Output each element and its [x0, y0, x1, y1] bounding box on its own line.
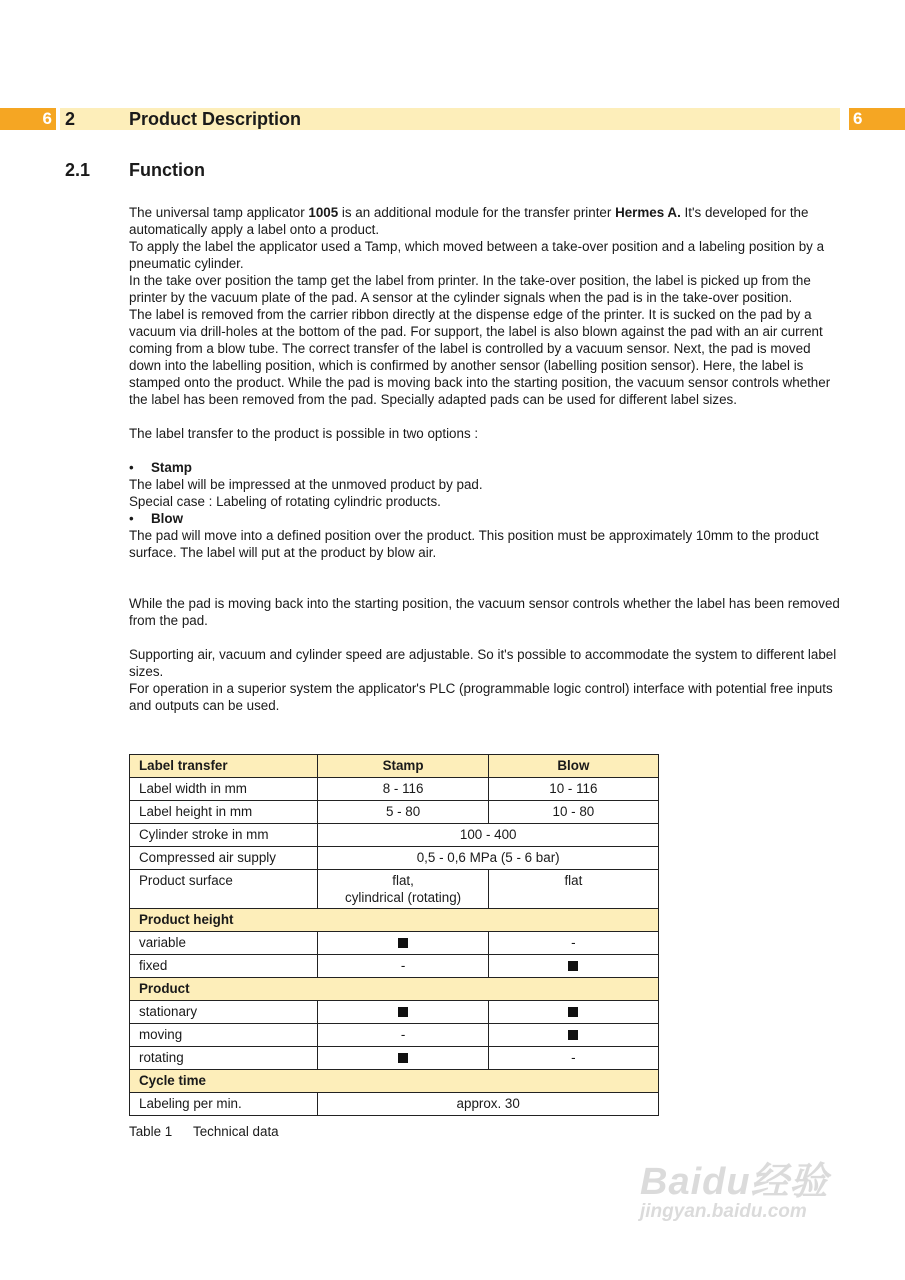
watermark-logo: Baidu经验 — [640, 1161, 829, 1203]
marker — [398, 938, 408, 948]
group-row — [130, 978, 659, 1001]
chapter-number: 2 — [65, 109, 76, 129]
table-row — [130, 1024, 659, 1047]
text-span: The universal tamp applicator — [129, 205, 309, 220]
bullet-label: Blow — [151, 511, 183, 526]
section-title: Function — [129, 160, 205, 180]
page-number-right: 6 — [849, 108, 905, 130]
table-row — [130, 824, 659, 847]
marker: - — [571, 1050, 576, 1065]
table-cell: 8 - 116 — [318, 778, 488, 801]
table-cell — [488, 1047, 658, 1070]
table-cell — [318, 1001, 488, 1024]
cell-line: cylindrical (rotating) — [345, 890, 462, 905]
group-row — [130, 909, 659, 932]
table-cell: 10 - 80 — [488, 801, 658, 824]
bullet-blow: • Blow — [129, 511, 183, 526]
marker — [568, 1007, 578, 1017]
page-number-left: 6 — [0, 108, 56, 130]
stamp-text-1: The label will be impressed at the unmoved product by pad. — [129, 477, 483, 492]
table-cell: Compressed air supply — [130, 847, 318, 870]
table-cell — [488, 1024, 658, 1047]
blow-text: The pad will move into a defined position over the product. This position must be approximately 10mm to the product surface. The label will put at the product by blow air. — [129, 528, 819, 560]
bullet-stamp: • Stamp — [129, 460, 192, 475]
table-cell: stationary — [130, 1001, 318, 1024]
intro-paragraph-1 — [129, 204, 844, 238]
table-cell: fixed — [130, 955, 318, 978]
cell-line: flat, — [392, 873, 414, 888]
table-row — [130, 1047, 659, 1070]
header-cell: Label transfer — [130, 755, 318, 778]
table-cell: approx. 30 — [318, 1093, 659, 1116]
caption-text: Technical data — [193, 1124, 279, 1139]
table-cell — [318, 1024, 488, 1047]
table-cell: 10 - 116 — [488, 778, 658, 801]
table-cell: Label height in mm — [130, 801, 318, 824]
table-row — [130, 932, 659, 955]
text-span: It's developed for the automatically apply a label onto a product. — [129, 205, 809, 237]
watermark — [640, 1150, 829, 1223]
table-row — [130, 1001, 659, 1024]
table-cell: Cylinder stroke in mm — [130, 824, 318, 847]
table-caption — [129, 1124, 279, 1139]
table-header-row — [130, 755, 659, 778]
table-cell: variable — [130, 932, 318, 955]
table-cell: 100 - 400 — [318, 824, 659, 847]
caption-label: Table 1 — [129, 1124, 173, 1139]
marker — [398, 1053, 408, 1063]
table-cell: rotating — [130, 1047, 318, 1070]
body-text — [129, 204, 844, 714]
header-cell: Blow — [488, 755, 658, 778]
marker — [398, 1007, 408, 1017]
table-row — [130, 1093, 659, 1116]
table-row — [130, 870, 659, 909]
watermark-url: jingyan.baidu.com — [640, 1201, 807, 1222]
bullet-label: Stamp — [151, 460, 192, 475]
closing-paragraph-1: While the pad is moving back into the starting position, the vacuum sensor controls whether the label has been removed from the pad. — [129, 596, 840, 628]
chapter-title: Product Description — [129, 109, 302, 129]
intro-paragraph-4: The label is removed from the carrier ribbon directly at the dispense edge of the printer. It is sucked on the pad by a vacuum via drill-holes at the bottom of the pad. For support, the label is also blown against the pad with an air current coming from a blow tube. The correct transfer of the label is controlled by a vacuum sensor. Next, the pad is moved down into the labelling position, which is confirmed by another sensor (labelling position sensor). Here, the label is stamped onto the product. While the pad is moving back into the starting position, the vacuum sensor controls whether the label has been removed from the pad. Specially adapted pads can be used for different label sizes. — [129, 307, 831, 407]
closing-paragraph-3: For operation in a superior system the applicator's PLC (programmable logic control) interface with potential free inputs and outputs can be used. — [129, 681, 833, 713]
printer-name: Hermes A. — [615, 205, 681, 220]
table-cell: Product surface — [130, 870, 318, 909]
table-cell — [318, 870, 488, 909]
technical-data-table — [129, 754, 659, 1116]
table-cell: moving — [130, 1024, 318, 1047]
table-cell: Label width in mm — [130, 778, 318, 801]
table-cell — [488, 1001, 658, 1024]
chapter-header — [60, 108, 840, 130]
group-row — [130, 1070, 659, 1093]
table-row — [130, 801, 659, 824]
table-cell: Labeling per min. — [130, 1093, 318, 1116]
group-cell: Product height — [130, 909, 659, 932]
model-number: 1005 — [308, 205, 339, 220]
intro-paragraph-2: To apply the label the applicator used a Tamp, which moved between a take-over position and a labeling position by a pneumatic cylinder. — [129, 239, 825, 271]
marker — [568, 1030, 578, 1040]
marker — [568, 961, 578, 971]
marker: - — [571, 935, 576, 950]
table-cell — [318, 932, 488, 955]
group-cell: Cycle time — [130, 1070, 659, 1093]
table-row — [130, 847, 659, 870]
stamp-text-2: Special case : Labeling of rotating cylindric products. — [129, 494, 441, 509]
text-span: is an additional module for the transfer printer — [338, 205, 616, 220]
table-cell: 0,5 - 0,6 MPa (5 - 6 bar) — [318, 847, 659, 870]
marker: - — [400, 958, 406, 973]
table-cell — [318, 955, 488, 978]
header-cell: Stamp — [318, 755, 488, 778]
group-cell: Product — [130, 978, 659, 1001]
table-cell: 5 - 80 — [318, 801, 488, 824]
table-row — [130, 955, 659, 978]
table-cell — [318, 1047, 488, 1070]
options-intro: The label transfer to the product is possible in two options : — [129, 426, 479, 441]
table-row — [130, 778, 659, 801]
table-cell: flat — [488, 870, 658, 909]
section-number: 2.1 — [65, 160, 91, 180]
table-cell — [488, 932, 658, 955]
marker: - — [400, 1027, 406, 1042]
closing-paragraph-2: Supporting air, vacuum and cylinder speed are adjustable. So it's possible to accommodate the system to different label sizes. — [129, 647, 837, 679]
table-cell — [488, 955, 658, 978]
intro-paragraph-3: In the take over position the tamp get the label from printer. In the take-over position, the label is picked up from the printer by the vacuum plate of the pad. A sensor at the cylinder signals when the pad is in the take-over position. — [129, 273, 811, 305]
